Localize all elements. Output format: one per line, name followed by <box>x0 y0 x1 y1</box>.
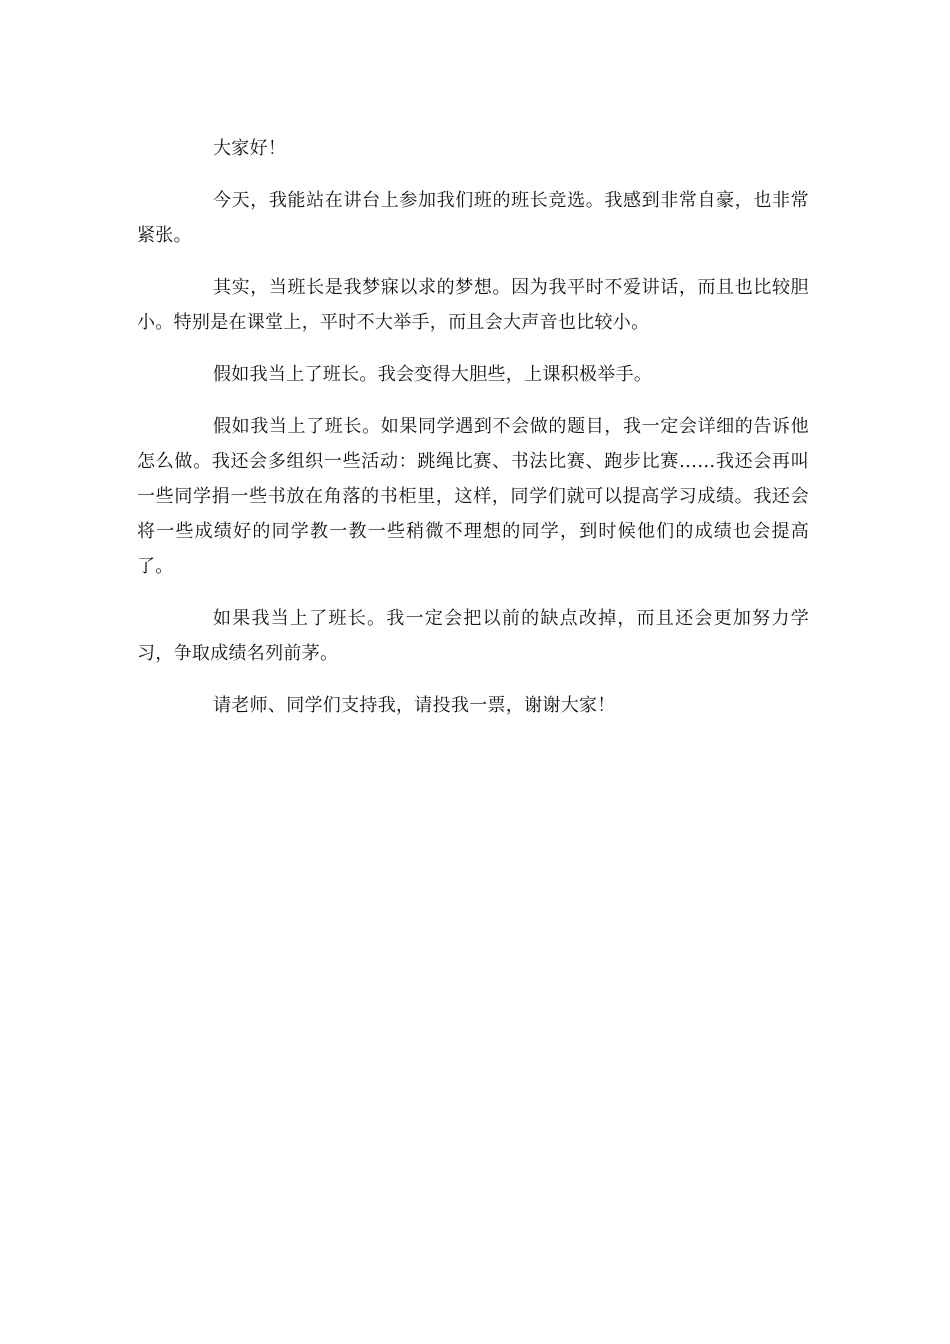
paragraph-intro: 今天，我能站在讲台上参加我们班的班长竞选。我感到非常自豪，也非常紧张。 <box>137 190 809 246</box>
paragraph-plan-bold: 假如我当上了班长。我会变得大胆些，上课积极举手。 <box>213 364 653 385</box>
greeting-paragraph: 大家好！ <box>213 138 287 159</box>
paragraph-plan-improve: 如果我当上了班长。我一定会把以前的缺点改掉，而且还会更加努力学习，争取成绩名列前茅。 <box>137 608 809 664</box>
paragraph-dream: 其实，当班长是我梦寐以求的梦想。因为我平时不爱讲话，而且也比较胆小。特别是在课堂上，平时不大举手，而且会大声音也比较小。 <box>137 277 809 333</box>
document-body <box>137 131 809 740</box>
paragraph-plan-help: 假如我当上了班长。如果同学遇到不会做的题目，我一定会详细的告诉他怎么做。我还会多组织一些活动：跳绳比赛、书法比赛、跑步比赛……我还会再叫一些同学捐一些书放在角落的书柜里，这样，同学们就可以提高学习成绩。我还会将一些成绩好的同学教一教一些稍微不理想的同学，到时候他们的成绩也会提高了。 <box>137 416 809 577</box>
closing-paragraph: 请老师、同学们支持我，请投我一票，谢谢大家！ <box>213 695 616 716</box>
